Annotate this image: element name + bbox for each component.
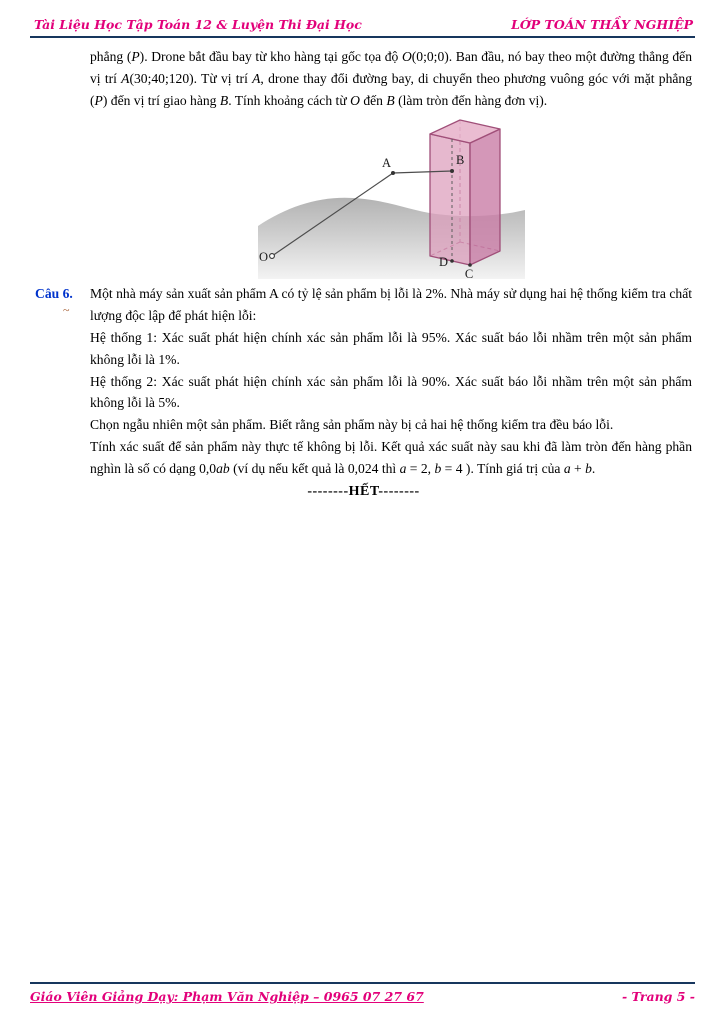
point-A: [391, 171, 395, 175]
question-6: [35, 283, 692, 479]
drone-problem-text: phẳng (P). Drone bắt đầu bay từ kho hàng tại gốc tọa độ O(0;0;0). Ban đầu, nó bay theo một đường thẳng đến vị trí A(30;40;120). Từ vị trí A, drone thay đổi đường bay, di chuyển theo phương vuông góc với mặt phẳng (P) đến vị trí giao hàng B. Tính khoảng cách từ O đến B (làm tròn đến hàng đơn vị).: [90, 49, 693, 108]
end-marker: --------HẾT--------: [307, 483, 420, 499]
label-C: C: [464, 267, 474, 280]
header-rule: [30, 36, 695, 38]
header-course-title: Tài Liệu Học Tập Toán 12 & Luyện Thi Đại Học: [34, 17, 362, 32]
box-right-face: [470, 129, 500, 265]
question-6-paragraph-3: Hệ thống 2: Xác suất phát hiện chính xác sản phẩm lỗi là 90%. Xác suất báo lỗi nhầm trên một sản phẩm không lỗi là 5%.: [90, 373, 692, 411]
question-6-label: Câu 6.: [35, 286, 73, 302]
question-6-body: [90, 283, 692, 479]
question-6-paragraph-4: Chọn ngẫu nhiên một sản phẩm. Biết rằng sản phẩm này bị cả hai hệ thống kiểm tra đều báo lỗi.: [90, 417, 614, 433]
header-class-name: LỚP TOÁN THẦY NGHIỆP: [511, 17, 693, 32]
label-O: O: [259, 250, 269, 265]
question-6-paragraph-1: Một nhà máy sản xuất sản phẩm A có tỷ lệ sản phẩm bị lỗi là 2%. Nhà máy sử dụng hai hệ thống kiểm tra chất lượng độc lập để phát hiện lỗi:: [90, 286, 693, 324]
page-footer: [30, 982, 695, 1004]
point-D: [450, 260, 454, 264]
question-6-paragraph-2: Hệ thống 1: Xác suất phát hiện chính xác sản phẩm lỗi là 95%. Xác suất báo lỗi nhầm trên một sản phẩm không lỗi là 1%.: [90, 329, 692, 367]
point-O: [270, 254, 275, 259]
box-prism: [430, 120, 500, 265]
page-header: [34, 17, 693, 32]
question-6-label-column: [35, 283, 90, 318]
footer-teacher-info: Giáo Viên Giảng Dạy: Phạm Văn Nghiệp – 0965 07 27 67: [30, 989, 424, 1004]
label-D: D: [438, 255, 448, 270]
question-6-paragraph-5: Tính xác suất để sản phẩm này thực tế không bị lỗi. Kết quả xác suất này sau khi đã làm tròn đến hàng phần nghìn là số có dạng 0,0ab (ví dụ nếu kết quả là 0,024 thì a = 2, b = 4 ). Tính giá trị của a + b.: [90, 438, 692, 476]
label-B: B: [456, 153, 465, 168]
label-A: A: [381, 156, 391, 171]
drone-box-figure: [258, 114, 525, 279]
page-content: [35, 46, 692, 503]
pen-mark: ~: [63, 303, 70, 318]
footer-page-number: - Trang 5 -: [621, 989, 695, 1004]
point-B: [450, 169, 454, 173]
